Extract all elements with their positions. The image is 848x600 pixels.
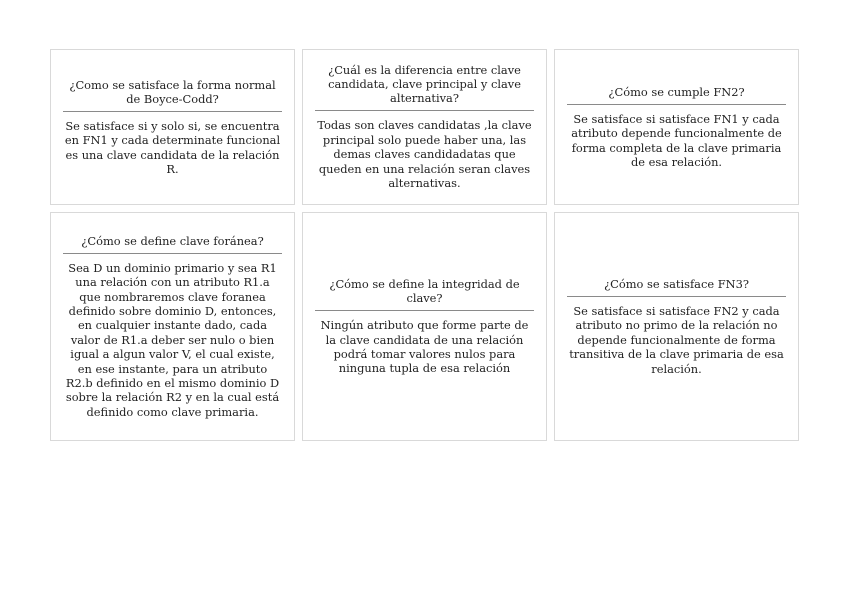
- card-clave-foranea: [50, 212, 295, 441]
- card-question: ¿Cuál es la diferencia entre clave candidata, clave principal y clave alternativa?: [315, 63, 534, 111]
- card-answer: Se satisface si y solo si, se encuentra en FN1 y cada determinate funcional es una clave candidata de la relación R.: [64, 118, 281, 176]
- card-claves: [302, 49, 547, 205]
- card-question: ¿Cómo se satisface FN3?: [567, 277, 786, 297]
- card-fn2: [554, 49, 799, 205]
- card-question: ¿Cómo se define la integridad de clave?: [315, 277, 534, 311]
- card-answer: Todas son claves candidatas ,la clave principal solo puede haber una, las demas claves candidadatas que queden en una relación seran claves alternativas.: [317, 118, 532, 191]
- card-answer: Sea D un dominio primario y sea R1 una relación con un atributo R1.a que nombraremos clave foranea definido sobre dominio D, entonces, en cualquier instante dado, cada valor de R1.a deber ser nulo o bien igual a algun valor V, el cual existe, en ese instante, para un atributo R2.b definido en el mismo dominio D sobre la relación R2 y en la cual está definido como clave primaria.: [65, 260, 280, 419]
- card-question: ¿Cómo se cumple FN2?: [567, 85, 786, 105]
- card-answer: Se satisface si satisface FN2 y cada atributo no primo de la relación no depende funcionalmente de forma transitiva de la clave primaria de esa relación.: [569, 303, 784, 376]
- card-answer: Ningún atributo que forme parte de la clave candidata de una relación podrá tomar valores nulos para ninguna tupla de esa relación: [320, 318, 529, 376]
- card-integridad-clave: [302, 212, 547, 441]
- card-answer: Se satisface si satisface FN1 y cada atributo depende funcionalmente de forma completa de la clave primaria de esa relación.: [571, 111, 782, 169]
- card-question: ¿Cómo se define clave foránea?: [63, 234, 282, 254]
- card-fn3: [554, 212, 799, 441]
- card-boyce-codd: [50, 49, 295, 205]
- card-question: ¿Como se satisface la forma normal de Boyce-Codd?: [63, 78, 282, 112]
